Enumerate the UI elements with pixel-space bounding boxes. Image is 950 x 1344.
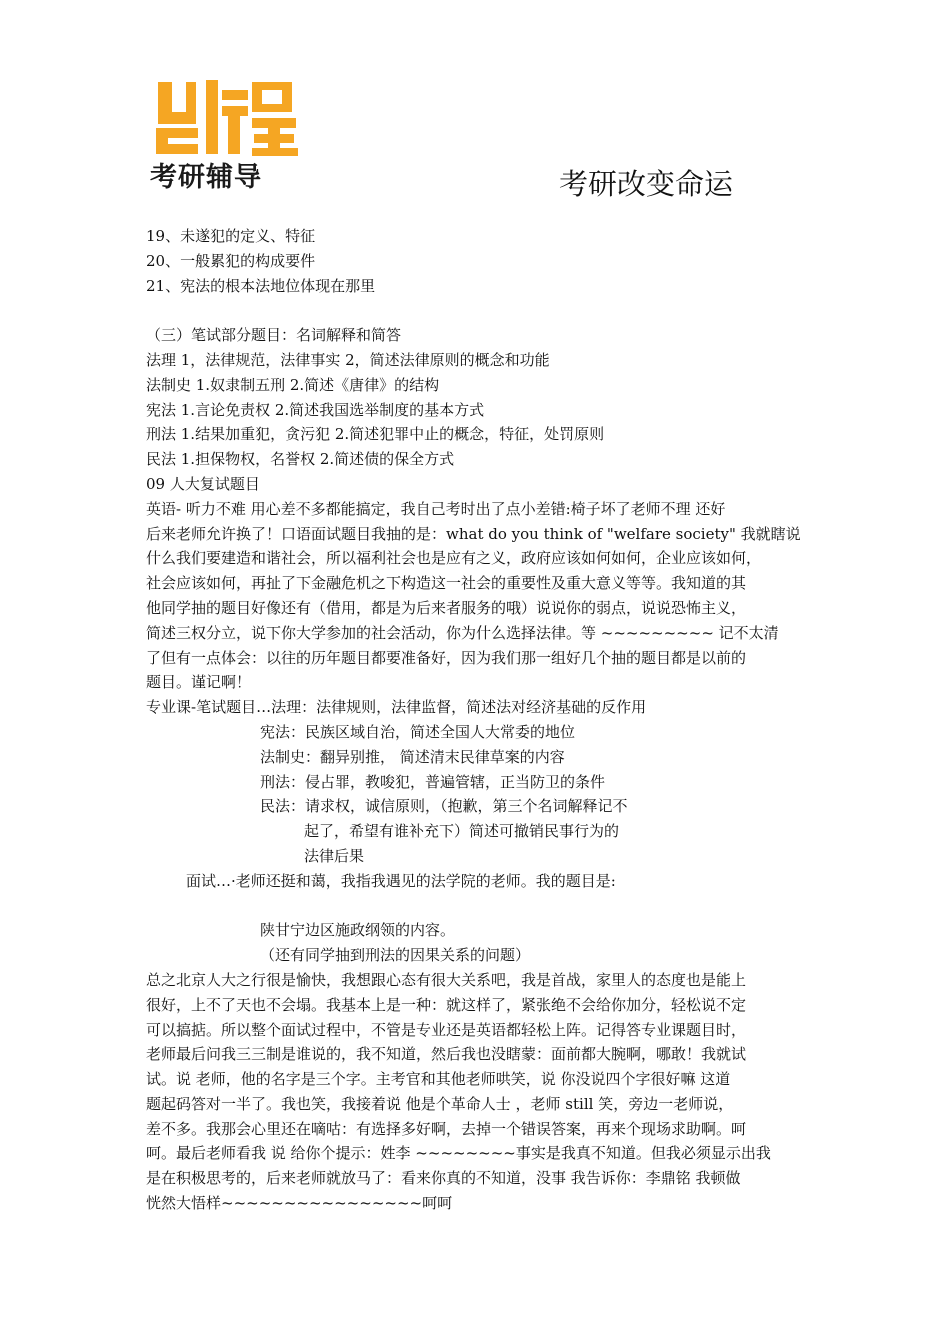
written-topic-line: 法理 1，法律规范，法律事实 2，简述法律原则的概念和功能 xyxy=(146,350,550,369)
english-paragraph-line: 英语- 听力不难 用心差不多都能搞定，我自己考时出了点小差错:椅子坏了老师不理 还好 xyxy=(146,499,726,518)
summary-paragraph-line: 老师最后问我三三制是谁说的，我不知道，然后我也没瞎蒙：面前都大腕啊，哪敢！我就试 xyxy=(146,1045,747,1064)
major-section-continuation: 起了，希望有谁补充下）简述可撤销民事行为的 xyxy=(304,822,620,841)
interview-intro: 面试…·老师还挺和蔼，我指我遇见的法学院的老师。我的题目是: xyxy=(186,871,616,890)
written-topic-line: 刑法 1.结果加重犯，贪污犯 2.简述犯罪中止的概念，特征，处罚原则 xyxy=(146,425,605,444)
summary-paragraph-line: 呵。最后老师看我 说 给你个提示：姓李 ~~~~~~~~事实是我真不知道。但我必须显示出我 xyxy=(146,1144,771,1163)
major-section-item: 法制史：翻异别推， 简述清末民律草案的内容 xyxy=(260,747,565,766)
english-paragraph-line: 题目。谨记啊！ xyxy=(146,673,252,692)
summary-paragraph-line: 恍然大悟样~~~~~~~~~~~~~~~~呵呵 xyxy=(146,1194,453,1213)
header-slogan: 考研改变命运 xyxy=(559,167,734,201)
summary-paragraph-line: 总之北京人大之行很是愉快，我想跟心态有很大关系吧，我是首战，家里人的态度也是能上 xyxy=(146,970,747,989)
blank-line xyxy=(146,894,808,919)
summary-paragraph-line: 很好，上不了天也不会塌。我基本上是一种：就这样了，紧张绝不会给你加分，轻松说不定 xyxy=(146,995,747,1014)
list-item: 21、宪法的根本法地位体现在那里 xyxy=(146,276,376,295)
blank-line xyxy=(146,298,808,323)
list-item: 19、未遂犯的定义、特征 xyxy=(146,227,316,245)
written-topic-line: 民法 1.担保物权，名誉权 2.简述债的保全方式 xyxy=(146,450,455,469)
major-section-continuation: 法律后果 xyxy=(304,846,365,865)
summary-paragraph-line: 试。说 老师，他的名字是三个字。主考官和其他老师哄笑，说 你没说四个字很好嘛 这道 xyxy=(146,1070,731,1089)
brand-logo-mark-text: 凯程 xyxy=(152,76,154,77)
written-section-heading: （三）笔试部分题目：名词解释和简答 xyxy=(146,326,402,345)
interview-note: （还有同学抽到刑法的因果关系的问题） xyxy=(260,946,531,965)
summary-paragraph-line: 可以搞掂。所以整个面试过程中，不管是专业还是英语都轻松上阵。记得答专业课题目时， xyxy=(146,1020,747,1039)
english-paragraph-line: 了但有一点体会：以往的历年题目都要准备好，因为我们那一组好几个抽的题目都是以前的 xyxy=(146,648,747,667)
written-topic-line: 法制史 1.奴隶制五刑 2.简述《唐律》的结构 xyxy=(146,375,440,394)
summary-paragraph-line: 是在积极思考的，后来老师就放马了：看来你真的不知道，没事 我告诉你：李鼎铭 我顿做 xyxy=(146,1169,741,1188)
list-item: 20、一般累犯的构成要件 xyxy=(146,251,316,270)
english-paragraph-line: 后来老师允许换了！口语面试题目我抽的是：what do you think of "welfare society" 我就瞎说 xyxy=(146,524,801,543)
retest-title: 09 人大复试题目 xyxy=(146,474,260,493)
english-paragraph-line: 简述三权分立，说下你大学参加的社会活动，你为什么选择法律。等 ~~~~~~~~~ 记不太清 xyxy=(146,623,779,642)
major-section-item: 刑法：侵占罪，教唆犯，普遍管辖，正当防卫的条件 xyxy=(260,772,606,791)
brand-tagline: 考研辅导 xyxy=(150,162,262,193)
major-section-first-line: 专业课-笔试题目…法理：法律规则，法律监督，简述法对经济基础的反作用 xyxy=(146,698,647,717)
interview-question: 陕甘宁边区施政纲领的内容。 xyxy=(260,921,456,940)
summary-paragraph-line: 题起码答对一半了。我也笑，我接着说 他是个革命人士 ，老师 still 笑，旁边一老师说， xyxy=(146,1094,734,1113)
written-topic-line: 宪法 1.言论免责权 2.简述我国选举制度的基本方式 xyxy=(146,400,485,419)
brand-logo-mark xyxy=(152,76,302,156)
summary-paragraph-line: 差不多。我那会心里还在嘀咕：有选择多好啊，去掉一个错误答案，再来个现场求助啊。呵 xyxy=(146,1119,747,1138)
major-section-item: 民法：请求权，诚信原则，（抱歉，第三个名词解释记不 xyxy=(260,797,628,816)
document-body xyxy=(146,224,808,1216)
major-section-item: 宪法：民族区域自治，简述全国人大常委的地位 xyxy=(260,722,576,741)
brand-logo xyxy=(150,76,310,200)
english-paragraph-line: 他同学抽的题目好像还有（借用，都是为后来者服务的哦）说说你的弱点，说说恐怖主义， xyxy=(146,598,747,617)
english-paragraph-line: 什么我们要建造和谐社会，所以福利社会也是应有之义，政府应该如何如何，企业应该如何， xyxy=(146,549,762,568)
english-paragraph-line: 社会应该如何，再扯了下金融危机之下构造这一社会的重要性及重大意义等等。我知道的其 xyxy=(146,574,747,593)
